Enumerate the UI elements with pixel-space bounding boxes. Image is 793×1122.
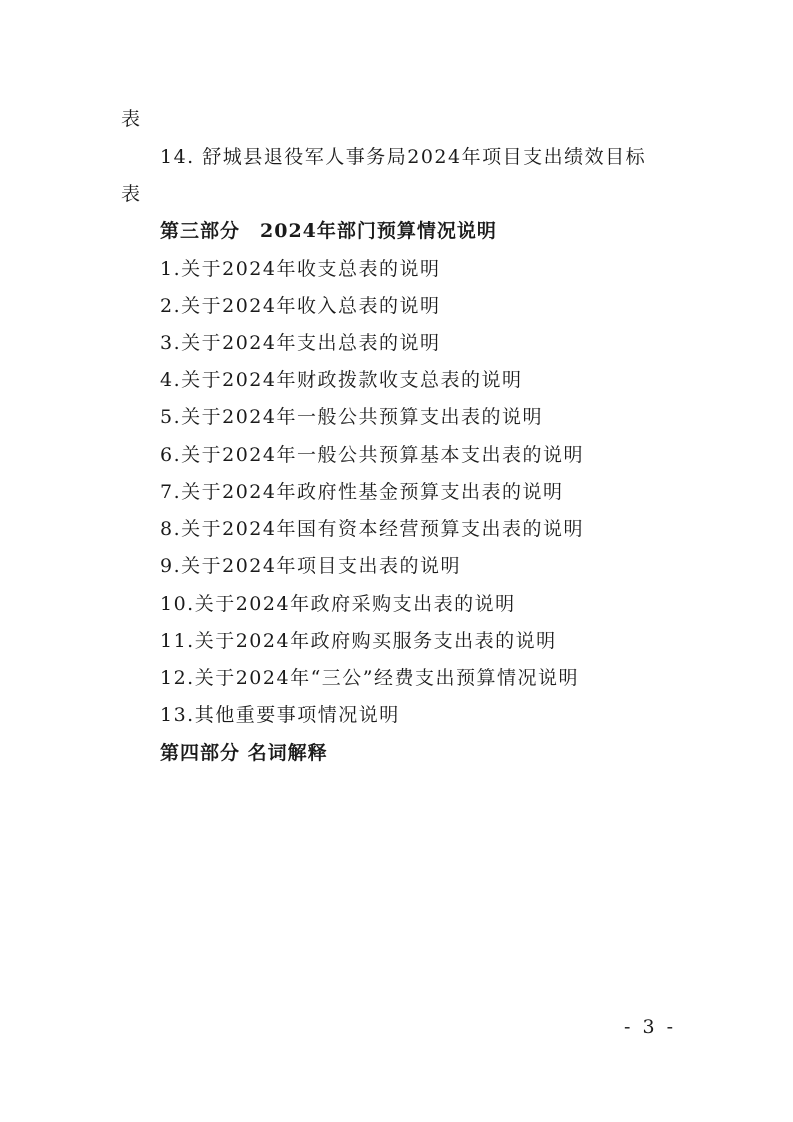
page-number: - 3 - <box>624 1016 677 1038</box>
part-3-item-13: 13.其他重要事项情况说明 <box>160 704 400 726</box>
part-4-heading: 第四部分 名词解释 <box>160 742 328 764</box>
part-3-item-5: 5.关于2024年一般公共预算支出表的说明 <box>160 406 543 428</box>
part-3-item-11: 11.关于2024年政府购买服务支出表的说明 <box>160 630 557 652</box>
part-3-item-9: 9.关于2024年项目支出表的说明 <box>160 555 461 577</box>
toc-item-14: 14. 舒城县退役军人事务局2024年项目支出绩效目标 <box>160 146 647 168</box>
toc-item-13-continuation: 表 <box>121 108 142 130</box>
part-3-item-6: 6.关于2024年一般公共预算基本支出表的说明 <box>160 444 584 466</box>
part-3-item-8: 8.关于2024年国有资本经营预算支出表的说明 <box>160 518 584 540</box>
part-3-item-7: 7.关于2024年政府性基金预算支出表的说明 <box>160 481 564 503</box>
part-3-item-10: 10.关于2024年政府采购支出表的说明 <box>160 593 516 615</box>
part-3-item-12: 12.关于2024年“三公”经费支出预算情况说明 <box>160 667 579 689</box>
part-3-heading: 第三部分 2024年部门预算情况说明 <box>160 220 497 242</box>
part-3-item-3: 3.关于2024年支出总表的说明 <box>160 332 441 354</box>
part-3-item-4: 4.关于2024年财政拨款收支总表的说明 <box>160 369 523 391</box>
part-3-item-2: 2.关于2024年收入总表的说明 <box>160 295 441 317</box>
part-3-item-1: 1.关于2024年收支总表的说明 <box>160 258 441 280</box>
toc-item-14-continuation: 表 <box>121 183 142 205</box>
